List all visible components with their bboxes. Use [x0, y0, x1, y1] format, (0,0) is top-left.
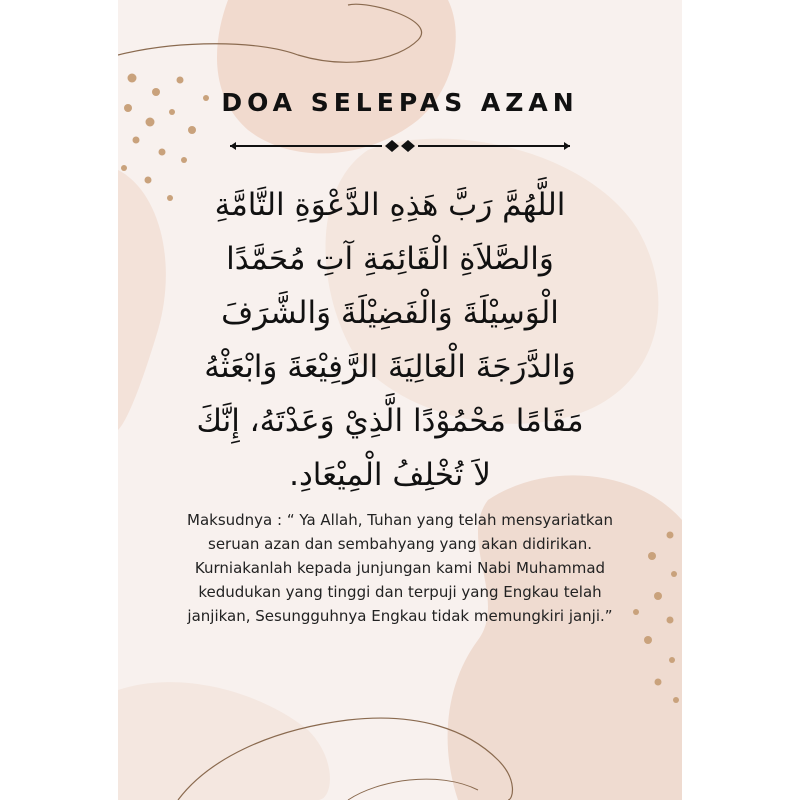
page-title: DOA SELEPAS AZAN	[221, 88, 579, 117]
arabic-line: مَقَامًا مَحْمُوْدًا الَّذِيْ وَعَدْتَهُ، إِنَّكَ	[196, 403, 584, 439]
translation-text	[142, 508, 658, 628]
title-divider	[230, 136, 570, 156]
translation-line: Kurniakanlah kepada junjungan kami Nabi Muhammad	[194, 559, 606, 577]
translation-line: seruan azan dan sembahyang yang akan didirikan.	[208, 535, 592, 553]
arabic-line: وَالصَّلاَةِ الْقَائِمَةِ آتِ مُحَمَّدًا	[226, 241, 554, 277]
arabic-line: لاَ تُخْلِفُ الْمِيْعَادِ.	[289, 457, 491, 493]
translation-line: kedudukan yang tinggi dan terpuji yang Engkau telah	[198, 583, 602, 601]
arabic-line: الْوَسِيْلَةَ وَالْفَضِيْلَةَ وَالشَّرَفَ	[221, 295, 559, 331]
pale-blob-bottom-left	[118, 682, 330, 800]
arabic-line: اللَّهُمَّ رَبَّ هَذِهِ الدَّعْوَةِ التَّامَّةِ	[214, 187, 566, 223]
poster-card	[118, 0, 682, 800]
translation-line: janjikan, Sesungguhnya Engkau tidak memungkiri janji.”	[187, 607, 613, 625]
peach-blob-top	[217, 0, 456, 153]
arabic-line: وَالدَّرَجَةَ الْعَالِيَةَ الرَّفِيْعَةَ وَابْعَثْهُ	[204, 349, 576, 385]
translation-line: Maksudnya : “ Ya Allah, Tuhan yang telah mensyariatkan	[187, 511, 613, 529]
arabic-prayer-text	[148, 178, 632, 502]
